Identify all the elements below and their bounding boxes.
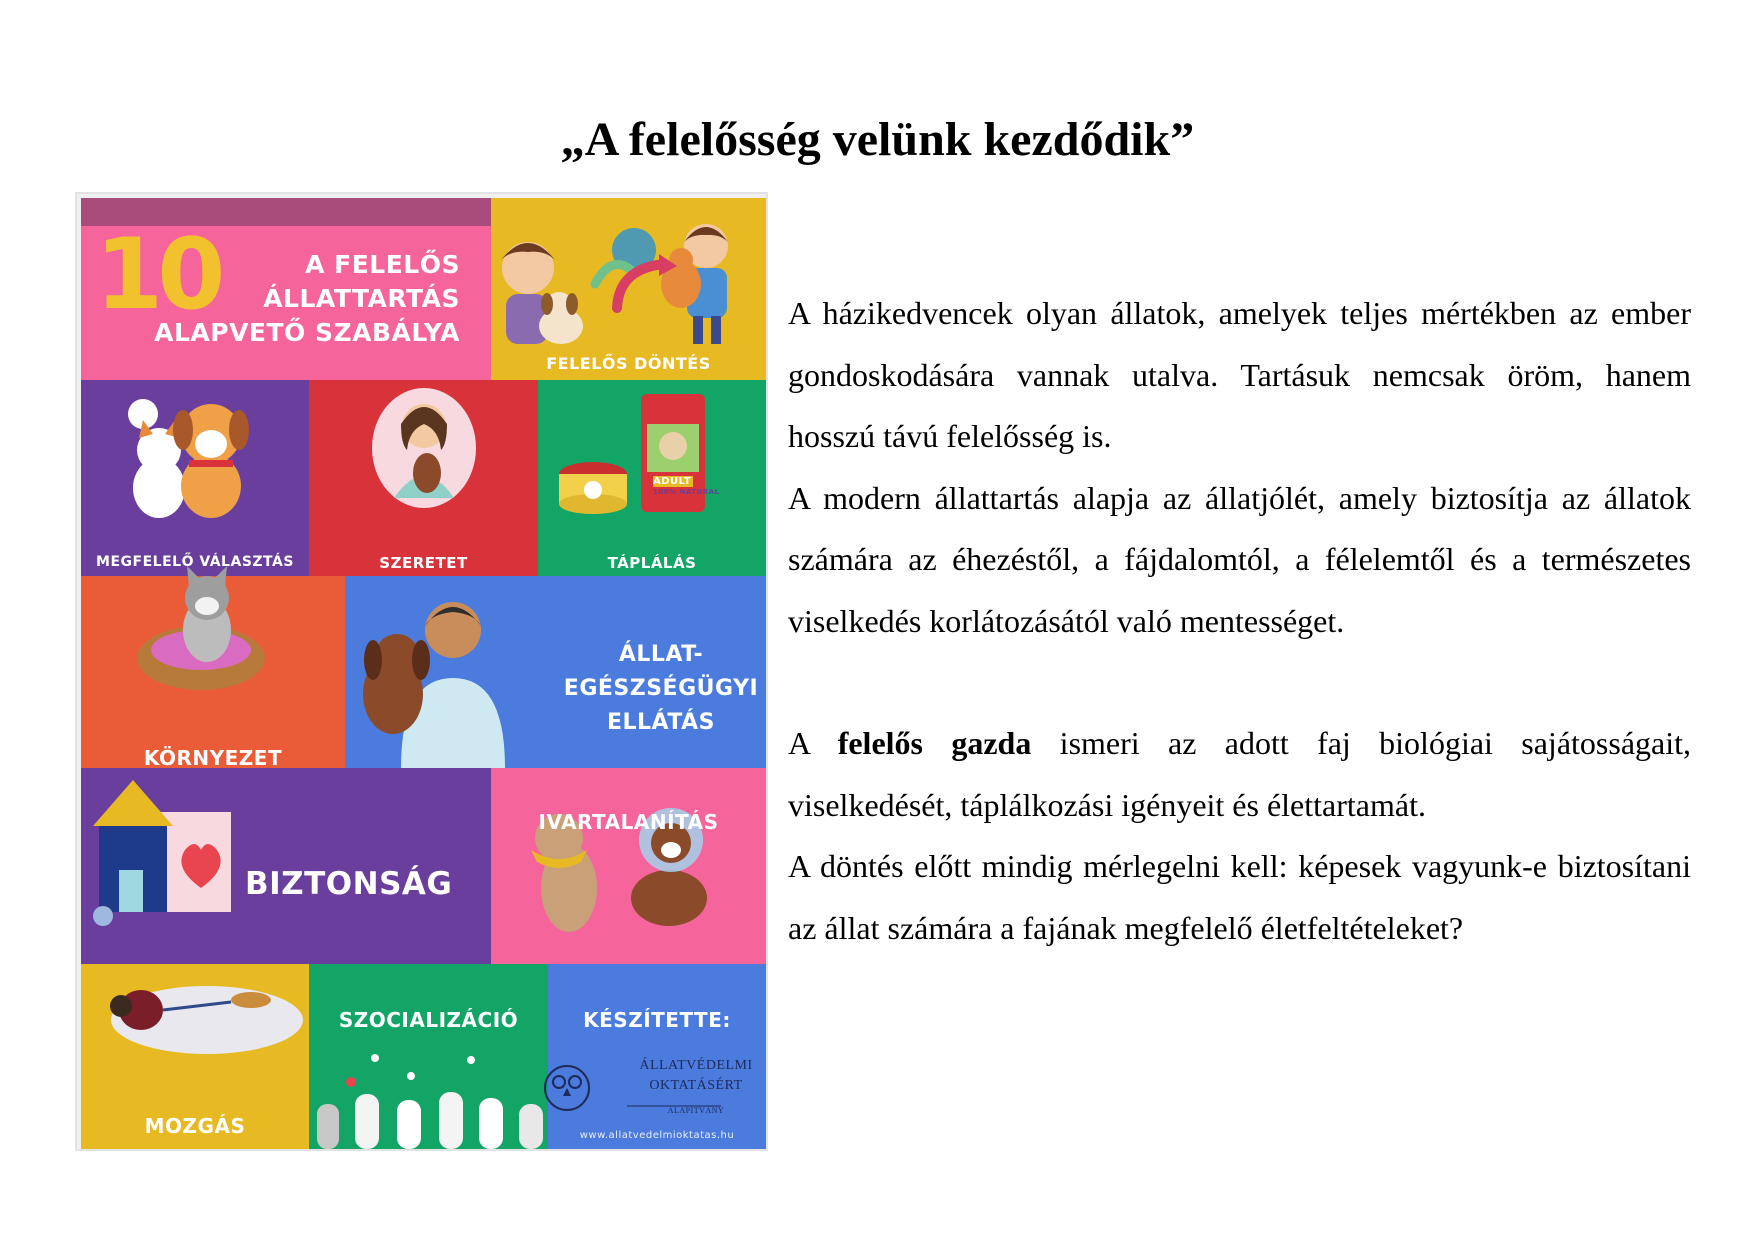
label-allategeszseg-line-2: EGÉSZSÉGÜGYI [563,676,759,701]
org-name-line-1: ÁLLATVÉDELMI [639,1058,753,1073]
poster-number: 10 [95,218,220,332]
paragraph-4: A döntés előtt mindig mérlegelni kell: képesek vagyunk-e biztosítani az állat számára a fajának megfelelő életfeltételeket? [788,848,1691,946]
label-mozgas: MOZGÁS [144,1114,246,1138]
paragraph-2: A modern állattartás alapja az állatjólét, amely biztosítja az állatok számára az éhezéstől, a fájdalomtól, a félelemtől és a természetes viselkedés korlátozásától való mentességet. [788,479,1691,639]
poster-heading-line-3: ALAPVETŐ SZABÁLYA [154,318,460,347]
paragraph-3-rest: ismeri az adott faj biológiai sajátosságait, viselkedését, táplálkozási igényeit és élettartamát. [788,725,1692,823]
org-url: www.allatvedelmioktatas.hu [579,1130,735,1141]
label-szeretet: SZERETET [379,554,468,572]
org-name-line-3: ALAPÍTVÁNY [667,1106,725,1115]
ivartalanitas-cell [491,768,766,964]
keszitette-cell [548,964,766,1149]
label-felelos-dontes: FELELŐS DÖNTÉS [546,354,711,373]
label-szocializacio: SZOCIALIZÁCIÓ [338,1008,519,1032]
label-ivartalanitas: IVARTALANÍTÁS [538,810,719,834]
person-hugging-pet-illustration [372,388,476,508]
label-keszitette: KÉSZÍTETTE: [583,1008,731,1032]
felelos-gazda-term: felelős gazda [837,725,1032,761]
org-name-line-2: OKTATÁSÉRT [649,1078,743,1093]
label-allategeszseg-line-1: ÁLLAT- [618,642,704,667]
poster-heading-line-1: A FELELŐS [305,250,460,279]
body-text [788,283,1691,959]
label-biztonsag: BIZTONSÁG [245,866,453,902]
food-bag-adult-label: ADULT [653,476,692,487]
label-taplalas: TÁPLÁLÁS [607,554,697,572]
paragraph-3 [788,713,1691,836]
label-kornyezet: KÖRNYEZET [143,746,283,770]
person-walking-dog-illustration [110,986,303,1054]
szocializacio-cell [309,964,548,1149]
food-bag-natural-label: 100% NATURAL [653,488,720,496]
poster-heading-line-2: ÁLLATTARTÁS [263,284,460,313]
label-megfelelo-valasztas: MEGFELELŐ VÁLASZTÁS [96,554,294,570]
paragraph-3-start: A [788,725,810,761]
paragraph-1: A házikedvencek olyan állatok, amelyek teljes mértékben az ember gondoskodására vannak utalva. Tartásuk nemcsak öröm, hanem hosszú távú felelősség is. [788,295,1691,454]
label-allategeszseg-line-3: ELLÁTÁS [606,710,716,735]
animal-welfare-poster [75,192,768,1151]
page-title: „A felelősség velünk kezdődik” [560,113,1195,166]
